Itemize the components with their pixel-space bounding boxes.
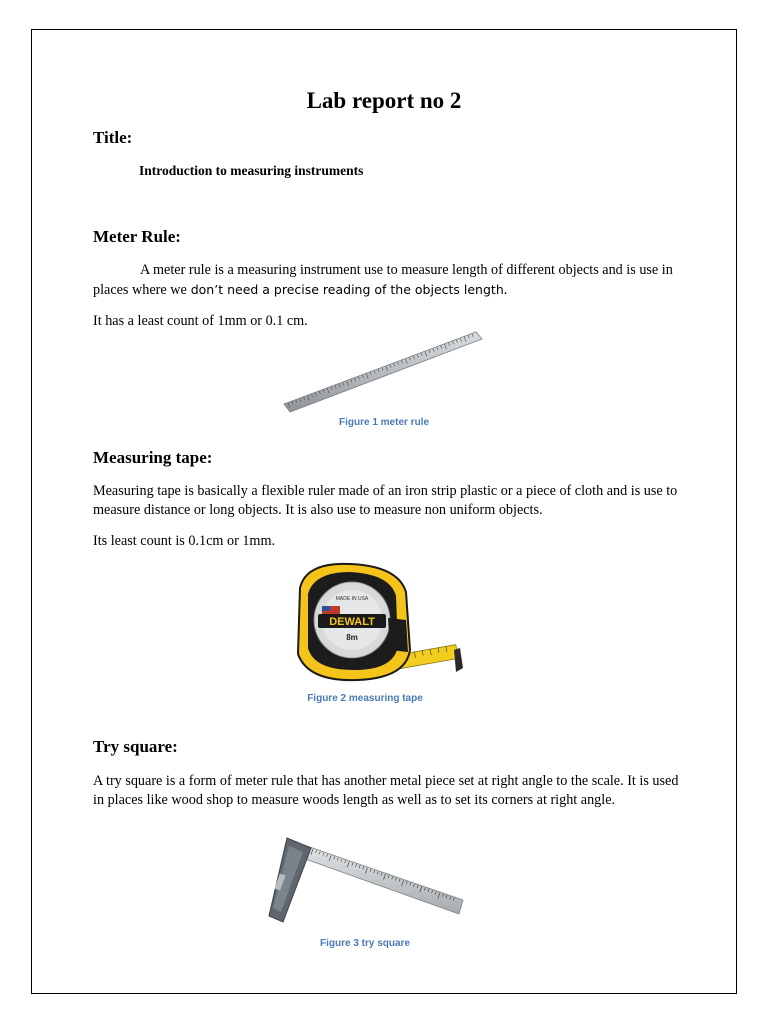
measuring-tape-heading: Measuring tape:	[93, 448, 213, 467]
meter-rule-text-b: don’t need a precise reading of the objects length	[186, 282, 504, 298]
try-square-image	[263, 830, 468, 930]
try-square-caption: Figure 3 try square	[319, 938, 411, 949]
page-title: Lab report no 2	[306, 88, 462, 113]
measuring-tape-caption: Figure 2 measuring tape	[307, 693, 423, 704]
measuring-tape-least-count: Its least count is 0.1cm or 1mm.	[93, 533, 276, 549]
title-label: Title:	[93, 128, 133, 147]
try-square-paragraph: A try square is a form of meter rule that has another metal piece set at right angle to the scale. It is used in places like wood shop to measure woods length as well as to set its corners at right angle.	[93, 773, 679, 809]
meter-rule-paragraph	[93, 261, 683, 301]
measuring-tape-image	[288, 558, 468, 694]
meter-rule-caption: Figure 1 meter rule	[338, 417, 430, 428]
measuring-tape-paragraph: Measuring tape is basically a flexible ruler made of an iron strip plastic or a piece of cloth and is use to measure distance or long objects. It is also use to measure non uniform objects.	[93, 483, 678, 519]
report-subtitle: Introduction to measuring instruments	[139, 163, 364, 178]
meter-rule-image	[278, 328, 488, 416]
tape-brand-text: DEWALT	[329, 616, 375, 628]
try-square-heading: Try square:	[93, 737, 178, 756]
meter-rule-heading: Meter Rule:	[93, 227, 181, 246]
tape-badge-text: MADE IN USA	[335, 596, 369, 602]
tape-size-text: 8m	[346, 633, 358, 642]
meter-rule-least-count: It has a least count of 1mm or 0.1 cm.	[93, 313, 308, 329]
meter-rule-text-c: .	[503, 282, 508, 299]
meter-rule-text-a: A meter rule is a measuring instrument use to measure length of different objects and is use in places where we	[93, 262, 673, 299]
